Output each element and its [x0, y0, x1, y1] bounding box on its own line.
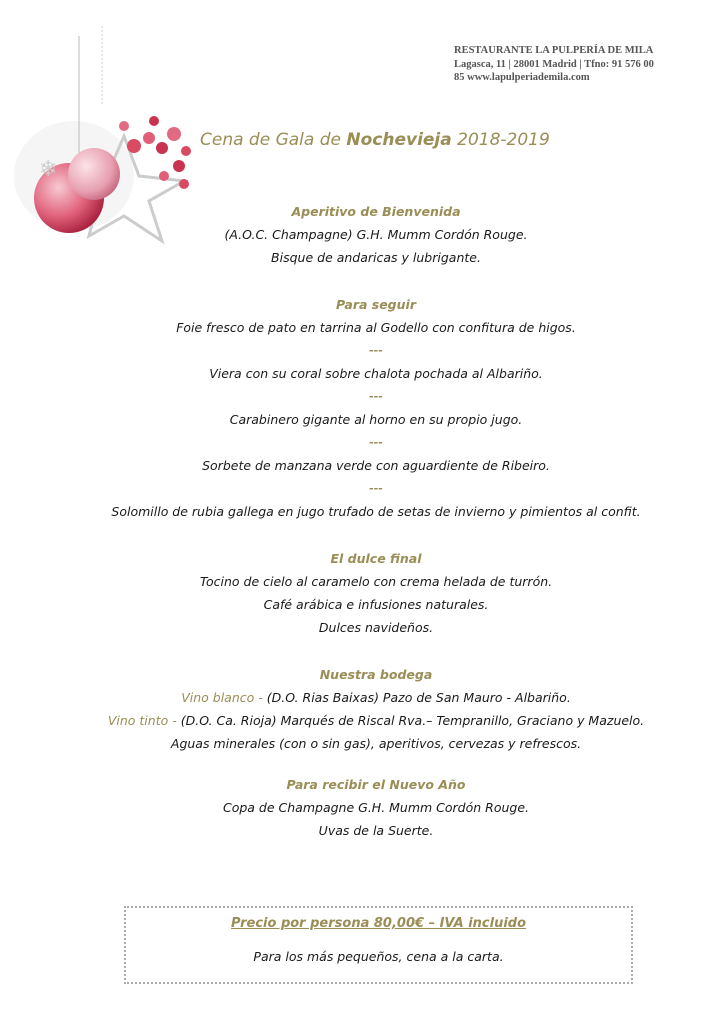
- title-part3: 2018-2019: [451, 130, 550, 150]
- menu-item: Solomillo de rubia gallega en jugo trufado de setas de invierno y pimientos al confit.: [111, 504, 641, 519]
- menu-item: Aguas minerales (con o sin gas), aperitivos, cervezas y refrescos.: [170, 736, 582, 751]
- wine-red-text: (D.O. Ca. Rioja) Marqués de Riscal Rva.– Tempranillo, Graciano y Mazuelo.: [180, 713, 645, 728]
- menu-item: Viera con su coral sobre chalota pochada al Albariño.: [209, 366, 543, 381]
- wine-white-label: Vino blanco -: [181, 690, 267, 705]
- separator: ---: [369, 390, 383, 403]
- kids-note: Para los más pequeños, cena a la carta.: [253, 949, 504, 964]
- restaurant-header: [454, 44, 716, 85]
- section-title-seguir: Para seguir: [336, 297, 416, 312]
- wine-red: [0, 709, 725, 732]
- restaurant-name: RESTAURANTE LA PULPERÍA DE MILA: [454, 45, 654, 56]
- menu-body: [0, 200, 725, 842]
- menu-item: Carabinero gigante al horno en su propio jugo.: [229, 412, 523, 427]
- menu-item: (A.O.C. Champagne) G.H. Mumm Cordón Rouge.: [224, 227, 528, 242]
- title-part2: Nochevieja: [346, 130, 452, 150]
- svg-text:❄: ❄: [39, 157, 58, 182]
- separator: ---: [369, 482, 383, 495]
- menu-item: Café arábica e infusiones naturales.: [263, 597, 489, 612]
- menu-item: Uvas de la Suerte.: [318, 823, 434, 838]
- section-title-aperitivo: Aperitivo de Bienvenida: [291, 204, 461, 219]
- section-title-dulce: El dulce final: [330, 551, 422, 566]
- menu-item: Foie fresco de pato en tarrina al Godello con confitura de higos.: [176, 320, 576, 335]
- menu-item: Copa de Champagne G.H. Mumm Cordón Rouge.: [222, 800, 530, 815]
- menu-item: Tocino de cielo al caramelo con crema helada de turrón.: [199, 574, 553, 589]
- title-part1: Cena de Gala de: [200, 130, 347, 150]
- menu-item: Sorbete de manzana verde con aguardiente de Ribeiro.: [202, 458, 550, 473]
- price-per-person: Precio por persona 80,00€ – IVA incluido: [230, 916, 527, 931]
- restaurant-web: 85 www.lapulperiademila.com: [454, 72, 590, 83]
- section-title-bodega: Nuestra bodega: [319, 667, 433, 682]
- price-box: [124, 906, 633, 984]
- separator: ---: [369, 436, 383, 449]
- menu-item: Dulces navideños.: [318, 620, 434, 635]
- section-title-nuevo: Para recibir el Nuevo Año: [286, 777, 466, 792]
- separator: ---: [369, 344, 383, 357]
- restaurant-address: Lagasca, 11 | 28001 Madrid | Tfno: 91 576 00: [454, 58, 654, 70]
- wine-red-label: Vino tinto -: [107, 713, 181, 728]
- wine-white-text: (D.O. Rias Baixas) Pazo de San Mauro - Albariño.: [266, 690, 571, 705]
- page-title: [200, 130, 550, 150]
- wine-white: [0, 686, 725, 709]
- menu-item: Bisque de andaricas y lubrigante.: [271, 250, 481, 265]
